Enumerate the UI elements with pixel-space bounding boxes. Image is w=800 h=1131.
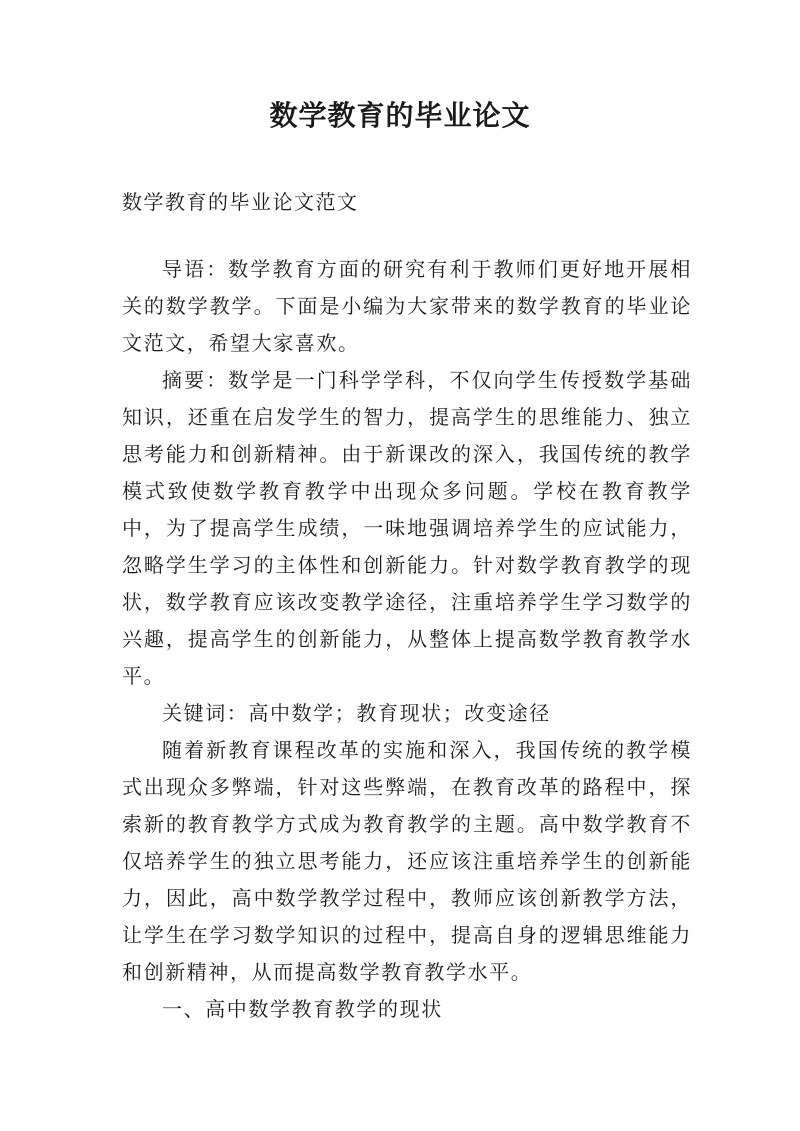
document-subtitle: 数学教育的毕业论文范文 bbox=[122, 190, 359, 214]
body-paragraph: 随着新教育课程改革的实施和深入，我国传统的教学模式出现众多弊端，针对这些弊端，在教育改革的路程中，探索新的教育教学方式成为教育教学的主题。高中数学教育不仅培养学生的独立思考能力，还应该注重培养学生的创新能力，因此，高中数学教学过程中，教师应该创新教学方法，让学生在学习数学知识的过程中，提高自身的逻辑思维能力和创新精神，从而提高数学教育教学水平。 bbox=[122, 738, 692, 984]
section-heading: 一、高中数学教育教学的现状 bbox=[162, 997, 443, 1021]
abstract-paragraph: 摘要：数学是一门科学学科，不仅向学生传授数学基础知识，还重在启发学生的智力，提高学生的思维能力、独立思考能力和创新精神。由于新课改的深入，我国传统的教学模式致使数学教育教学中出现众多问题。学校在教育教学中，为了提高学生成绩，一味地强调培养学生的应试能力，忽略学生学习的主体性和创新能力。针对数学教育教学的现状，数学教育应该改变教学途径，注重培养学生学习数学的兴趣，提高学生的创新能力，从整体上提高数学教育教学水平。 bbox=[122, 368, 692, 688]
document-title: 数学教育的毕业论文 bbox=[269, 99, 531, 132]
document-body bbox=[122, 251, 692, 1028]
intro-paragraph: 导语：数学教育方面的研究有利于教师们更好地开展相关的数学教学。下面是小编为大家带来的数学教育的毕业论文范文，希望大家喜欢。 bbox=[122, 257, 692, 355]
keywords-paragraph: 关键词：高中数学；教育现状；改变途径 bbox=[162, 701, 551, 725]
